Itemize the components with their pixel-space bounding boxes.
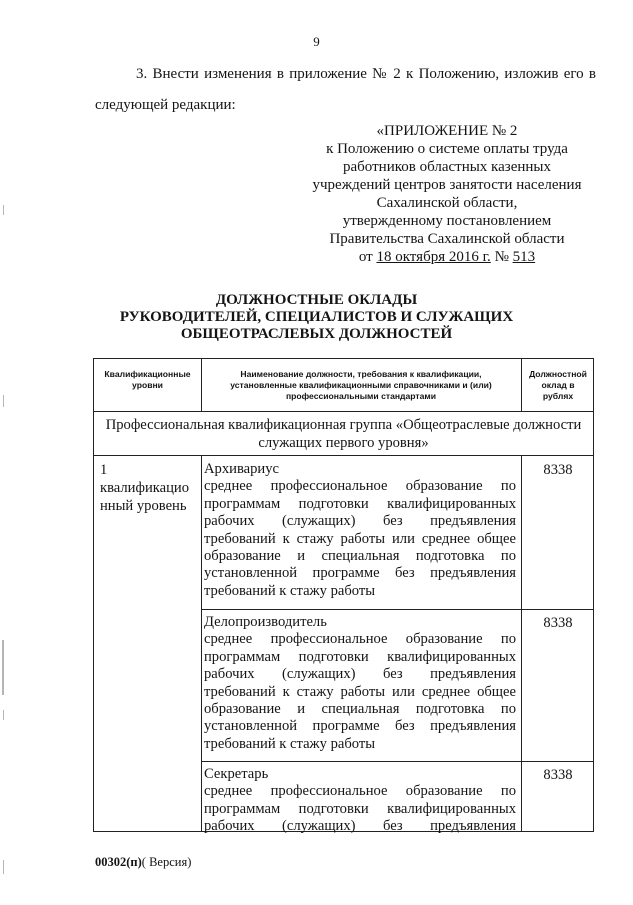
requirement-line: программам подготовки квалифицированных xyxy=(204,800,516,817)
requirement-line: требований к стажу работы xyxy=(204,735,376,752)
table-divider xyxy=(201,609,593,610)
scan-mark xyxy=(3,395,4,407)
group-line: Профессиональная квалификационная группа «Общеотраслевые должности xyxy=(105,417,582,433)
appendix-header xyxy=(300,122,594,266)
header-line: Наименование должности, требования к квалификации, xyxy=(240,369,482,379)
requirement-line: требований к стажу работы или среднее общее xyxy=(204,530,516,547)
appendix-date: 18 октября 2016 г. xyxy=(376,249,491,265)
group-line: служащих первого уровня» xyxy=(258,435,429,451)
requirement-line: образование и специальная подготовка по xyxy=(204,701,516,718)
level-line: нный уровень xyxy=(100,498,187,514)
title-line: ДОЛЖНОСТНЫЕ ОКЛАДЫ xyxy=(215,292,418,308)
salary-value: 8338 xyxy=(543,615,573,631)
appendix-number: 513 xyxy=(512,249,536,265)
scan-mark xyxy=(3,205,4,215)
position-title: Секретарь xyxy=(204,766,269,782)
header-line: установленные квалификационными справочниками и (или) xyxy=(230,380,492,390)
requirement-line: установленной программе без предъявления xyxy=(204,718,516,735)
requirement-line: рабочих (служащих) без предъявления xyxy=(204,513,516,530)
qualification-level xyxy=(100,461,189,515)
requirement-line: программам подготовки квалифицированных xyxy=(204,648,516,665)
salary-value: 8338 xyxy=(543,462,573,478)
requirement-line: программам подготовки квалифицированных xyxy=(204,495,516,512)
header-line: профессиональными стандартами xyxy=(285,391,437,401)
requirement-line: рабочих (служащих) без предъявления xyxy=(204,818,516,835)
requirement-line: рабочих (служащих) без предъявления xyxy=(204,666,516,683)
position-entry-clerk xyxy=(204,614,516,753)
table-divider xyxy=(201,359,202,411)
appendix-line: утвержденному постановлением xyxy=(342,213,552,229)
table-divider xyxy=(201,455,202,831)
scan-mark xyxy=(3,860,4,874)
title-line: РУКОВОДИТЕЛЕЙ, СПЕЦИАЛИСТОВ И СЛУЖАЩИХ xyxy=(119,309,514,325)
document-version: ( Версия) xyxy=(141,855,192,869)
header-line: оклад в xyxy=(541,380,575,390)
requirement-line: среднее профессиональное образование по xyxy=(204,631,516,648)
header-line: Должностной xyxy=(529,369,587,379)
position-entry-secretary xyxy=(204,766,516,836)
header-salary xyxy=(523,369,593,402)
appendix-line: к Положению о системе оплаты труда xyxy=(326,141,568,157)
table-divider xyxy=(94,455,593,456)
appendix-date-prefix: от xyxy=(358,249,373,265)
document-title xyxy=(0,292,633,343)
requirement-line: требований к стажу работы или среднее общее xyxy=(204,683,516,700)
appendix-line: Правительства Сахалинской области xyxy=(329,231,565,247)
appendix-number-prefix: № xyxy=(494,249,509,265)
appendix-line: «ПРИЛОЖЕНИЕ № 2 xyxy=(376,123,518,139)
position-entry-archivist xyxy=(204,461,516,600)
requirement-line: установленной программе без предъявления xyxy=(204,565,516,582)
document-footer xyxy=(95,855,191,870)
level-line: квалификацио xyxy=(100,480,190,496)
title-line: ОБЩЕОТРАСЛЕВЫХ ДОЛЖНОСТЕЙ xyxy=(180,326,453,342)
scan-mark xyxy=(3,710,4,720)
position-title: Делопроизводитель xyxy=(204,614,327,630)
salary-value: 8338 xyxy=(543,767,573,783)
appendix-date-line xyxy=(300,248,594,266)
table-divider xyxy=(521,455,522,831)
requirement-line: требований к стажу работы xyxy=(204,582,376,599)
document-code: 00302(п) xyxy=(95,855,142,869)
requirement-line: среднее профессиональное образование по xyxy=(204,478,516,495)
appendix-line: учреждений центров занятости населения xyxy=(312,177,582,193)
header-qualification-levels xyxy=(96,369,199,391)
requirement-line: среднее профессиональное образование по xyxy=(204,783,516,800)
table-divider xyxy=(521,359,522,411)
appendix-line: работников областных казенных xyxy=(343,159,551,175)
position-title: Архивариус xyxy=(204,461,279,477)
appendix-line: Сахалинской области, xyxy=(376,195,518,211)
header-line: уровни xyxy=(132,380,163,390)
scan-mark xyxy=(2,640,4,695)
header-line: Квалификационные xyxy=(104,369,191,379)
header-position-requirements xyxy=(204,369,518,402)
intro-line-2: следующей редакции: xyxy=(95,97,236,113)
table-divider xyxy=(94,411,593,412)
page-number: 9 xyxy=(313,34,320,49)
requirement-line: образование и специальная подготовка по xyxy=(204,548,516,565)
header-line: рублях xyxy=(542,391,574,401)
intro-line-1: 3. Внести изменения в приложение № 2 к Положению, изложив его в xyxy=(136,66,596,82)
level-line: 1 xyxy=(100,462,108,478)
professional-group-row xyxy=(94,416,593,452)
salary-table xyxy=(93,358,594,835)
table-divider xyxy=(201,761,593,762)
